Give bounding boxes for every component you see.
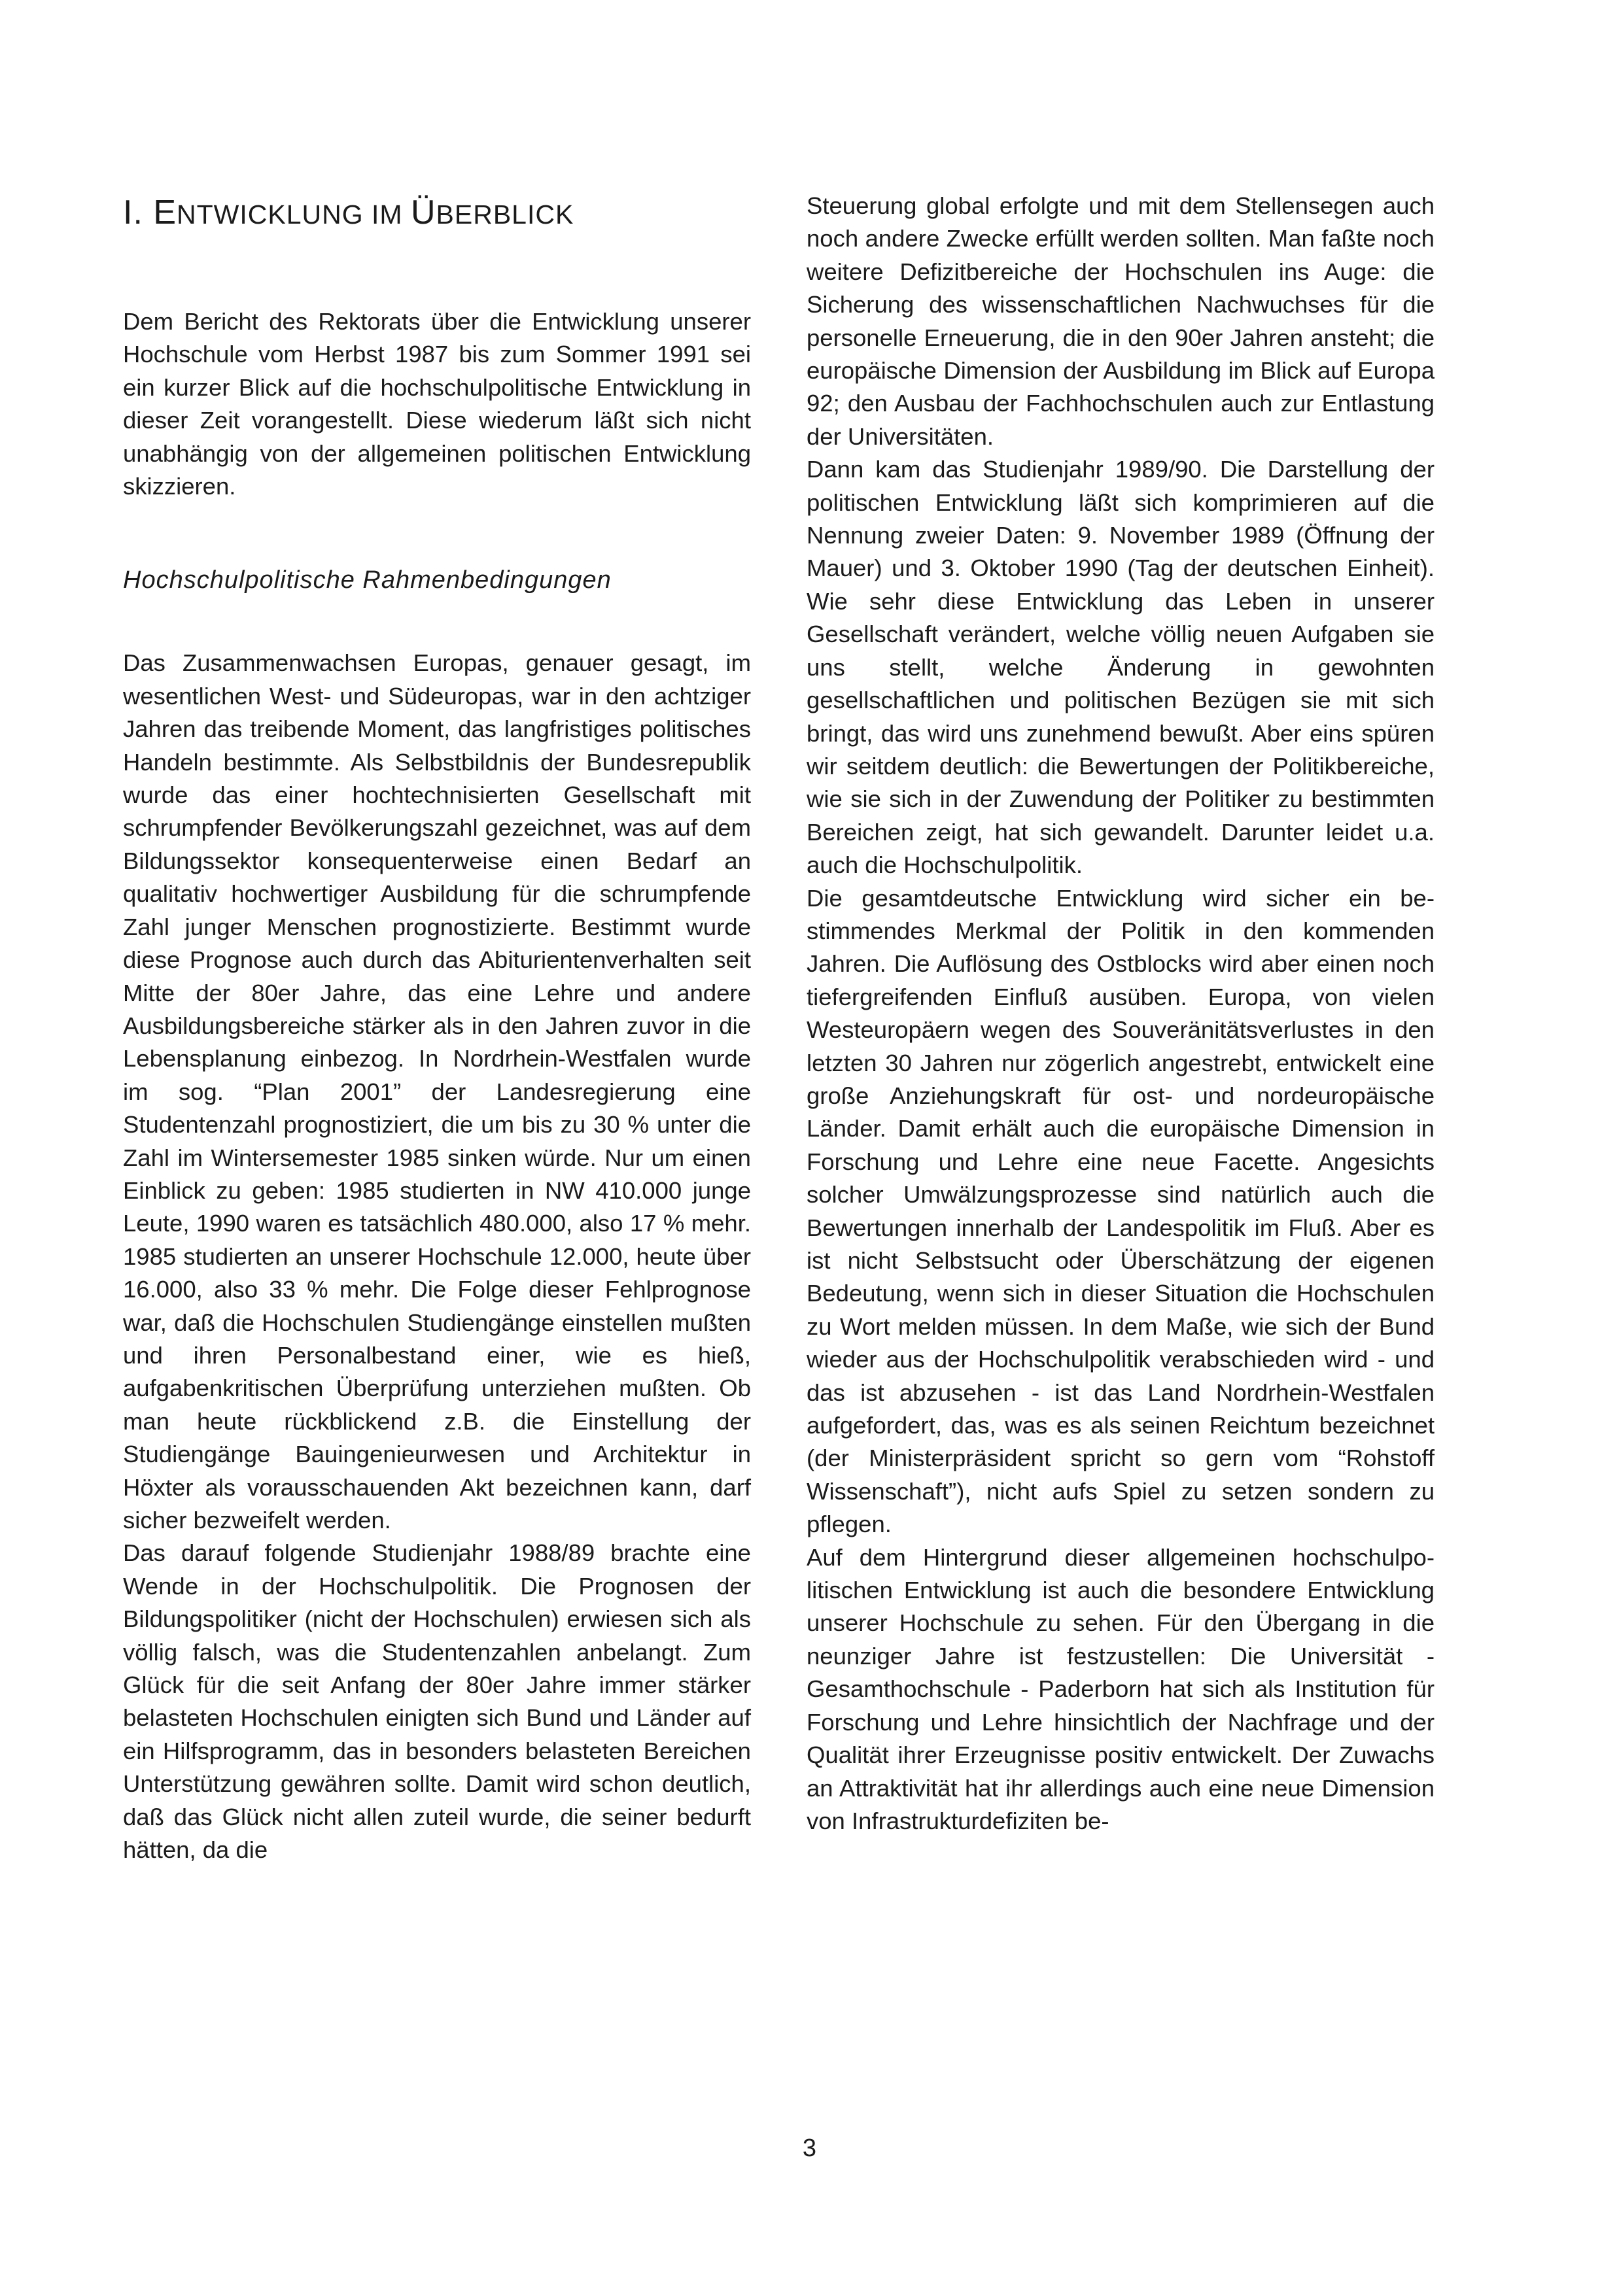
- heading-part: NTWICKLUNG IM: [177, 199, 411, 230]
- body-paragraph: Steuerung global erfolgte und mit dem Stellensegen auch noch andere Zwecke erfüllt werden sollten. Man faßte noch weitere Defizitbereiche der Hochschulen ins Auge: die Sicherung des wissenschaftlichen Nachwuchses für die personelle Erneuerung, die in den 90er Jahren ansteht; die europäische Dimension der Ausbildung im Blick auf Europa 92; den Ausbau der Fachhochschulen auch zur Entlastung der Universitäten.: [807, 192, 1435, 450]
- heading-part: I. E: [123, 194, 177, 231]
- heading-part: Ü: [410, 194, 436, 231]
- body-paragraph: Dann kam das Studienjahr 1989/90. Die Darstellung der politischen Entwicklung läßt sich komprimieren auf die Nennung zweier Daten: 9. November 1989 (Öffnung der Mauer) und 3. Oktober 1990 (Tag der deutschen Einheit). Wie sehr diese Entwicklung das Leben in unserer Gesellschaft verändert, welche völlig neuen Aufgaben sie uns stellt, welche Änderung in gewohnten gesellschaftlichen und politischen Bezügen sie mit sich bringt, das wird uns zunehmend bewußt. Aber eins spüren wir seitdem deutlich: die Bewertungen der Politikbereiche, wie sie sich in der Zuwendung der Politiker zu bestimmten Bereichen zeigt, hat sich gewandelt. Darunter leidet u.a. auch die Hochschulpolitik.: [807, 456, 1435, 879]
- body-paragraph: Auf dem Hintergrund dieser allgemeinen hochschulpolitischen Entwicklung ist auch die besondere Entwicklung unserer Hochschule zu sehen. Für den Übergang in die neunziger Jahre ist festzustellen: Die Universität - Gesamthochschule - Paderborn hat sich als Institution für Forschung und Lehre hinsichtlich der Nachfrage und der Qualität ihrer Erzeugnisse positiv entwickelt. Der Zuwachs an Attraktivität hat ihr allerdings auch eine neue Dimension von Infrastrukturdefiziten be-: [807, 1543, 1435, 1834]
- page-number: 3: [802, 2134, 817, 2162]
- section-heading: [123, 190, 751, 237]
- body-paragraph: Die gesamtdeutsche Entwicklung wird sicher ein bestimmendes Merkmal der Politik in den kommenden Jahren. Die Auflösung des Ostblocks wird aber einen noch tiefergreifenden Einfluß ausüben. Europa, von vielen Westeuropäern wegen des Souveränitätsverlustes in den letzten 30 Jahren nur zögerlich angestrebt, entwickelt eine große Anziehungskraft für ost- und nordeuropäische Länder. Damit erhält auch die europäische Dimension in Forschung und Lehre eine neue Facette. Angesichts solcher Umwälzungsprozesse sind natürlich auch die Bewertungen innerhalb der Landespolitik im Fluß. Aber es ist nicht Selbstsucht oder Überschätzung der eigenen Bedeutung, wenn sich in dieser Situation die Hochschulen zu Wort melden müssen. In dem Maße, wie sich der Bund wieder aus der Hochschulpolitik verabschieden wird - und das ist abzusehen - ist das Land Nordrhein-Westfalen aufgefordert, das, was es als seinen Reichtum bezeichnet (der Ministerpräsident spricht so gern vom “Rohstoff Wissenschaft”), nicht aufs Spiel zu setzen sondern zu pflegen.: [807, 884, 1435, 1538]
- right-column: [807, 190, 1435, 1838]
- left-column: [123, 190, 751, 1866]
- heading-part: BERBLICK: [436, 199, 574, 230]
- intro-paragraph: Dem Bericht des Rektorats über die Entwicklung unserer Hochschule vom Herbst 1987 bis zum Sommer 1991 sei ein kurzer Blick auf die hochschulpolitische Entwicklung in dieser Zeit vorangestellt. Diese wiederum läßt sich nicht unabhängig von der allgemeinen politischen Entwicklung skizzieren.: [123, 308, 751, 500]
- body-paragraph: Das Zusammenwachsen Europas, genauer gesagt, im wesentlichen West- und Südeuropas, war in den achtziger Jahren das treibende Moment, das langfristiges politisches Handeln bestimmte. Als Selbstbildnis der Bundesrepublik wurde das einer hochtechnisierten Gesellschaft mit schrumpfender Bevölkerungszahl gezeichnet, was auf dem Bildungssektor konsequenterweise einen Bedarf an qualitativ hochwertiger Ausbildung für die schrumpfende Zahl junger Menschen prognostizierte. Bestimmt wurde diese Prognose auch durch das Abiturientenverhalten seit Mitte der 80er Jahre, das eine Lehre und andere Ausbildungsbereiche stärker als in den Jahren zuvor in die Lebensplanung einbezog. In Nordrhein-Westfalen wurde im sog. “Plan 2001” der Landesregierung eine Studentenzahl prognostiziert, die um bis zu 30 % unter die Zahl im Wintersemester 1985 sinken würde. Nur um einen Einblick zu geben: 1985 studierten in NW 410.000 junge Leute, 1990 waren es tatsächlich 480.000, also 17 % mehr. 1985 studierten an unserer Hochschule 12.000, heute über 16.000, also 33 % mehr. Die Folge dieser Fehlprognose war, daß die Hochschulen Studiengänge einstellen mußten und ihren Personalbestand einer, wie es hieß, aufgabenkritischen Überprüfung unterziehen mußten. Ob man heute rückblickend z.B. die Einstellung der Studiengänge Bauingenieurwesen und Architektur in Höxter als vorausschauenden Akt bezeichnen kann, darf sicher bezweifelt werden.: [123, 649, 751, 1534]
- body-paragraph: Das darauf folgende Studienjahr 1988/89 brachte eine Wende in der Hochschulpolitik. Die Prognosen der Bildungspolitiker (nicht der Hochschulen) erwiesen sich als völlig falsch, was die Studentenzahlen anbelangt. Zum Glück für die seit Anfang der 80er Jahre immer stärker belasteten Hochschulen einigten sich Bund und Länder auf ein Hilfsprogramm, das in besonders belasteten Bereichen Unterstützung gewähren sollte. Damit wird schon deutlich, daß das Glück nicht allen zuteil wurde, die seiner bedurft hätten, da die: [123, 1539, 751, 1864]
- subheading: Hochschulpolitische Rahmenbedingungen: [123, 566, 612, 594]
